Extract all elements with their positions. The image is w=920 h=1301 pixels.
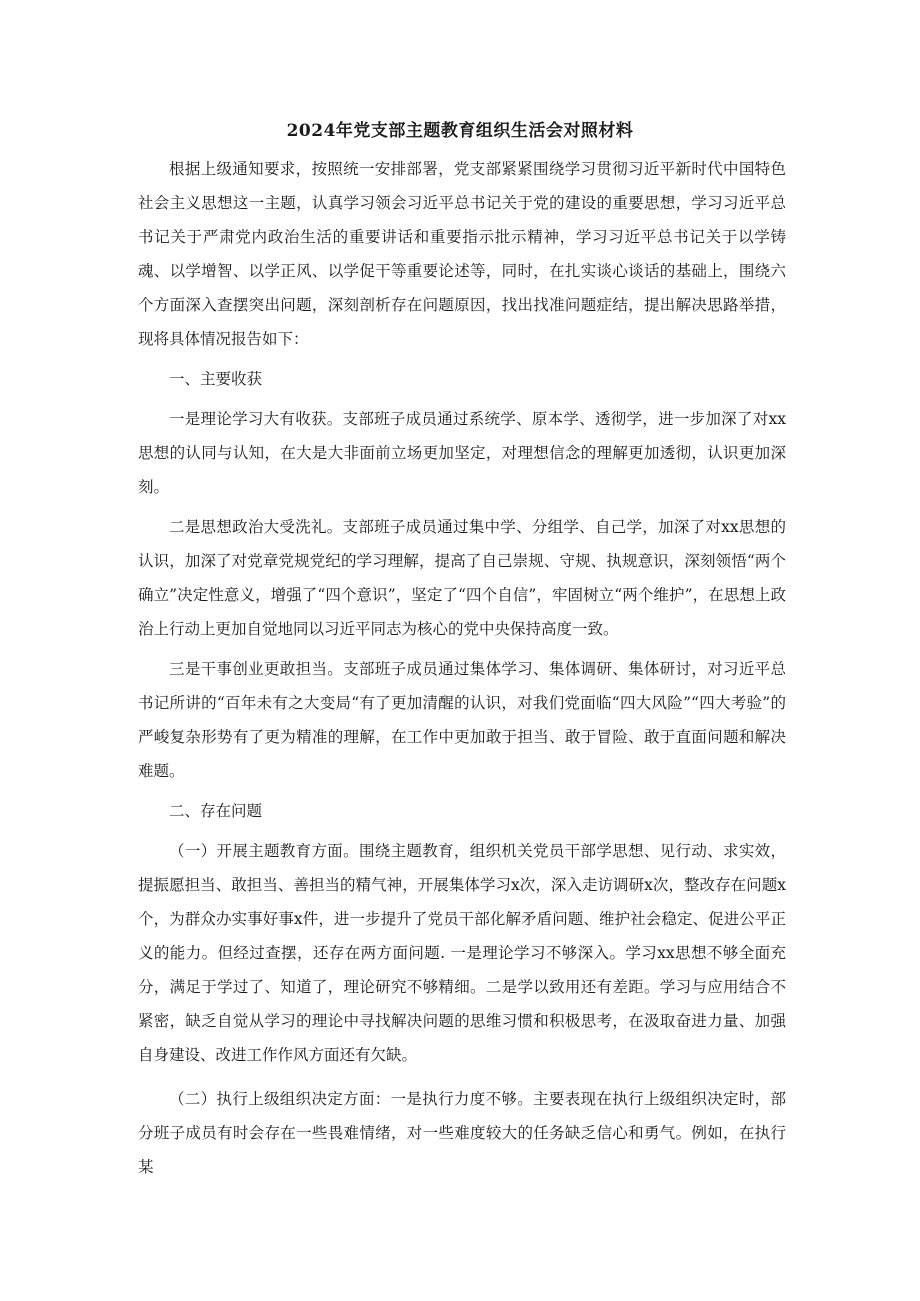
section-heading-main-gains: 一、主要收获 — [169, 370, 263, 388]
problems-paragraph-2: （二）执行上级组织决定方面：一是执行力度不够。主要表现在执行上级组织决定时，部分班子成员有时会存在一些畏难情绪，对一些难度较大的任务缺乏信心和勇气。例如，在执行某 — [138, 1090, 786, 1176]
document-body — [138, 152, 786, 1184]
problems-paragraph-1: （一）开展主题教育方面。围绕主题教育，组织机关党员干部学思想、见行动、求实效，提振愿担当、敢担当、善担当的精气神，开展集体学习x次，深入走访调研x次，整改存在问题x个，为群众办实事好事x件，进一步提升了党员干部化解矛盾问题、维护社会稳定、促进公平正义的能力。但经过查摆，还存在两方面问题. 一是理论学习不够深入。学习xx思想不够全面充分，满足于学过了、知道了，理论研究不够精细。二是学以致用还有差距。学习与应用结合不紧密，缺乏自觉从学习的理论中寻找解决问题的思维习惯和积极思考，在汲取奋进力量、加强自身建设、改进工作作风方面还有欠缺。 — [138, 842, 786, 1064]
intro-paragraph: 根据上级通知要求，按照统一安排部署，党支部紧紧围绕学习贯彻习近平新时代中国特色社会主义思想这一主题，认真学习领会习近平总书记关于党的建设的重要思想，学习习近平总书记关于严肃党内政治生活的重要讲话和重要指示批示精神，学习习近平总书记关于以学铸魂、以学增智、以学正风、以学促干等重要论述等，同时，在扎实谈心谈话的基础上，围绕六个方面深入查摆突出问题，深刻剖析存在问题原因，找出找准问题症结，提出解决思路举措，现将具体情况报告如下： — [138, 160, 786, 348]
gains-paragraph-2: 二是思想政治大受洗礼。支部班子成员通过集中学、分组学、自己学，加深了对xx思想的认识，加深了对党章党规党纪的学习理解，提高了自己崇规、守规、执规意识，深刻领悟“两个确立”决定性意义，增强了“四个意识”，坚定了“四个自信”，牢固树立“两个维护”，在思想上政治上行动上更加自觉地同以习近平同志为核心的党中央保持高度一致。 — [138, 518, 786, 638]
gains-paragraph-3: 三是干事创业更敢担当。支部班子成员通过集体学习、集体调研、集体研讨，对习近平总书记所讲的“百年未有之大变局“有了更加清醒的认识，对我们党面临“四大风险”“四大考验”的严峻复杂形势有了更为精准的理解，在工作中更加敢于担当、敢于冒险、敢于直面问题和解决难题。 — [138, 660, 786, 780]
gains-paragraph-1: 一是理论学习大有收获。支部班子成员通过系统学、原本学、透彻学，进一步加深了对xx思想的认同与认知，在大是大非面前立场更加坚定，对理想信念的理解更加透彻，认识更加深刻。 — [138, 410, 786, 496]
section-heading-problems: 二、存在问题 — [169, 802, 263, 820]
document-title: 2024年党支部主题教育组织生活会对照材料 — [286, 121, 634, 141]
